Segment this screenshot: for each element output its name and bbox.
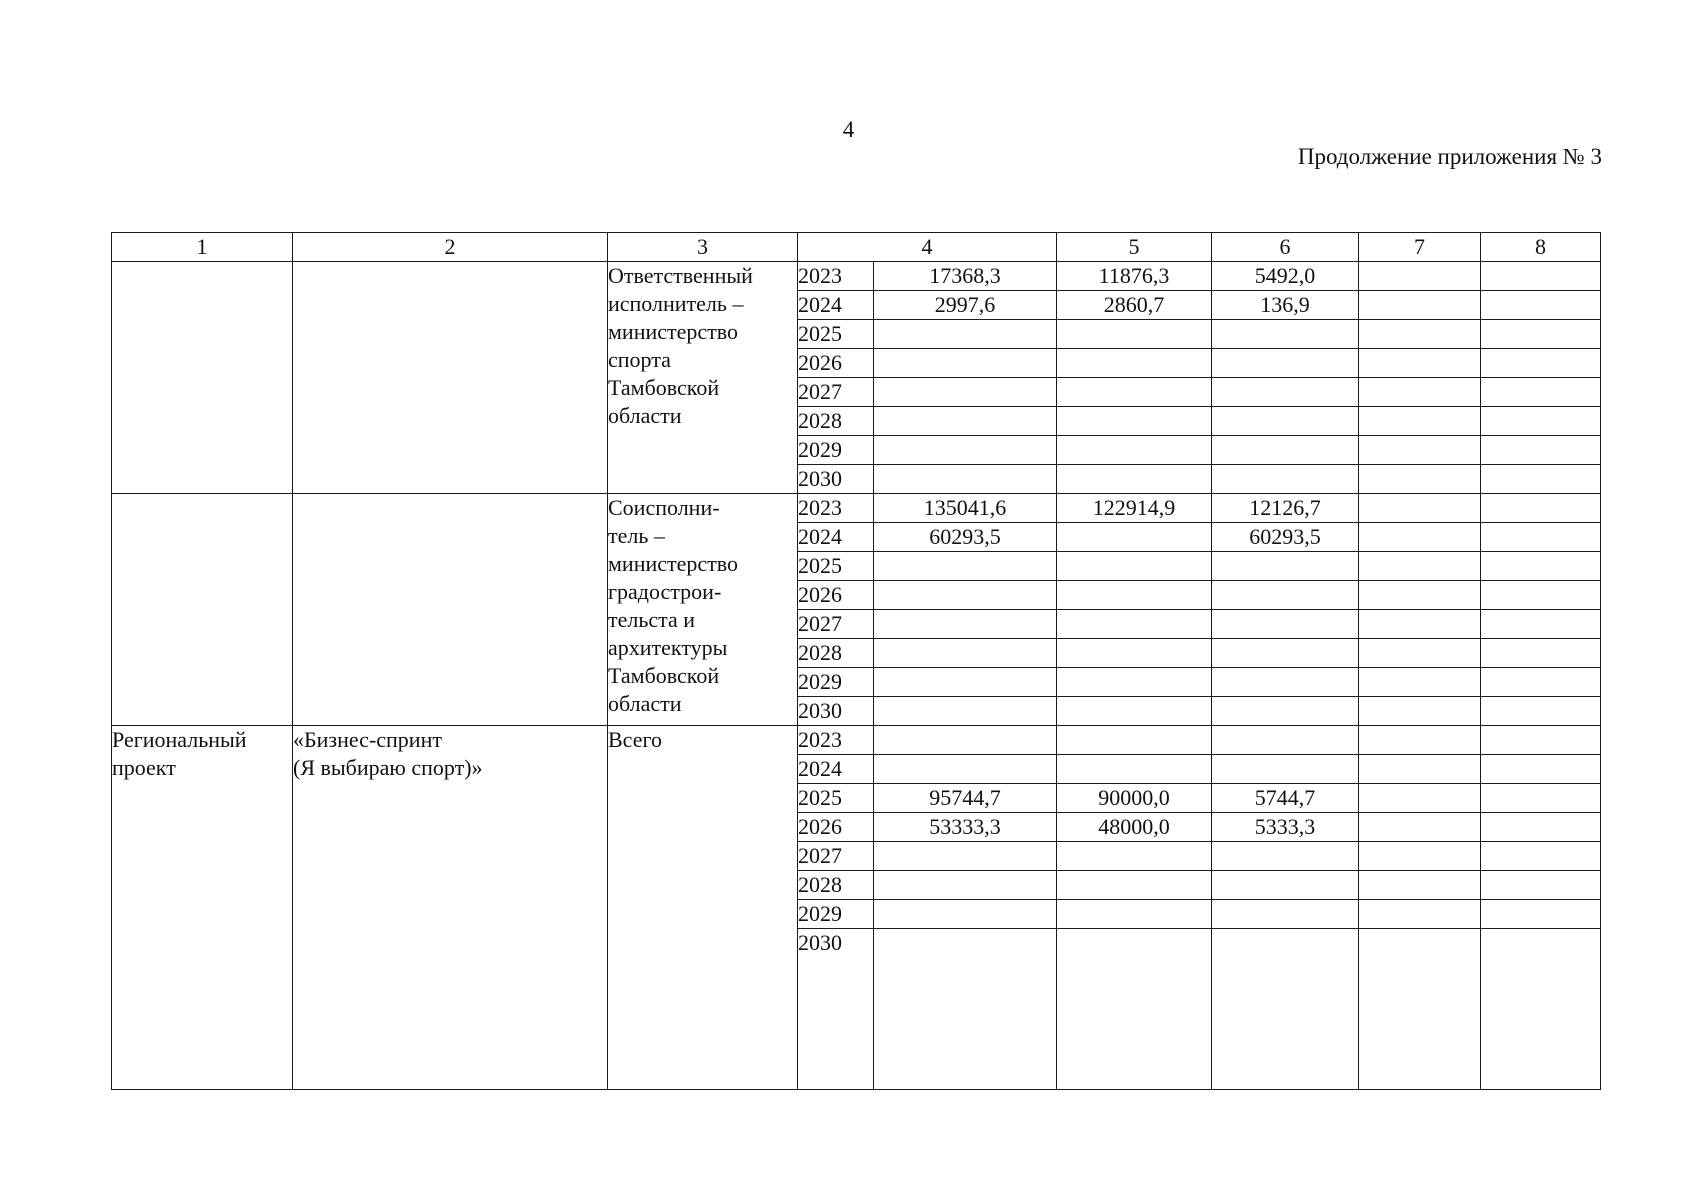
value-cell-c5 [1057, 929, 1212, 1090]
group-3-col2-cell [293, 726, 608, 1090]
value-cell-c7 [1359, 842, 1481, 871]
value-cell-c4 [874, 349, 1057, 378]
value-cell-c8 [1481, 552, 1601, 581]
group-3-col3-cell [608, 726, 798, 1090]
cell-text-line: министерство [608, 551, 739, 576]
value-cell-c7 [1359, 639, 1481, 668]
value-cell-c6 [1212, 900, 1359, 929]
year-cell: 2025 [798, 320, 874, 349]
value-cell-c5 [1057, 755, 1212, 784]
value-cell-c7 [1359, 929, 1481, 1090]
value-cell-c4 [874, 552, 1057, 581]
value-cell-c6 [1212, 581, 1359, 610]
value-cell-c6 [1212, 929, 1359, 1090]
value-cell-c8 [1481, 784, 1601, 813]
value-cell-c8 [1481, 871, 1601, 900]
year-cell: 2026 [798, 581, 874, 610]
value-cell-c8 [1481, 639, 1601, 668]
value-cell-c6: 12126,7 [1212, 494, 1359, 523]
page-number: 4 [842, 117, 855, 142]
value-cell-c6 [1212, 871, 1359, 900]
value-cell-c7 [1359, 407, 1481, 436]
value-cell-c5: 11876,3 [1057, 262, 1212, 291]
year-cell: 2024 [798, 291, 874, 320]
value-cell-c4: 95744,7 [874, 784, 1057, 813]
value-cell-c5 [1057, 842, 1212, 871]
value-cell-c7 [1359, 755, 1481, 784]
budget-table [111, 232, 1601, 1090]
value-cell-c5 [1057, 581, 1212, 610]
value-cell-c7 [1359, 668, 1481, 697]
value-cell-c7 [1359, 436, 1481, 465]
header-cell-6: 6 [1212, 233, 1359, 262]
cell-text-line: тель – [608, 523, 665, 548]
value-cell-c6 [1212, 697, 1359, 726]
value-cell-c5 [1057, 320, 1212, 349]
year-cell: 2028 [798, 871, 874, 900]
value-cell-c5 [1057, 407, 1212, 436]
year-cell: 2025 [798, 552, 874, 581]
cell-text-line: Всего [608, 727, 662, 752]
value-cell-c8 [1481, 929, 1601, 1090]
year-cell: 2027 [798, 842, 874, 871]
value-cell-c8 [1481, 697, 1601, 726]
value-cell-c8 [1481, 813, 1601, 842]
year-cell: 2023 [798, 726, 874, 755]
value-cell-c8 [1481, 900, 1601, 929]
cell-text-line: «Бизнес-спринт [293, 727, 442, 752]
cell-text-line: (Я выбираю спорт)» [293, 755, 483, 780]
value-cell-c5 [1057, 697, 1212, 726]
year-cell: 2030 [798, 465, 874, 494]
value-cell-c4 [874, 320, 1057, 349]
cell-text-line: Ответственный [608, 263, 753, 288]
value-cell-c4 [874, 726, 1057, 755]
value-cell-c8 [1481, 262, 1601, 291]
year-cell: 2029 [798, 900, 874, 929]
header-cell-8: 8 [1481, 233, 1601, 262]
value-cell-c5: 2860,7 [1057, 291, 1212, 320]
value-cell-c5 [1057, 349, 1212, 378]
cell-text-line: градострои- [608, 579, 722, 604]
year-cell: 2024 [798, 755, 874, 784]
value-cell-c8 [1481, 610, 1601, 639]
cell-text-line: исполнитель – [608, 291, 744, 316]
cell-text-line: тельста и [608, 607, 696, 632]
cell-text-line: Тамбовской [608, 375, 720, 400]
value-cell-c7 [1359, 378, 1481, 407]
cell-text-line: Тамбовской [608, 663, 720, 688]
header-cell-1: 1 [112, 233, 293, 262]
header-cell-7: 7 [1359, 233, 1481, 262]
value-cell-c6 [1212, 668, 1359, 697]
value-cell-c4 [874, 436, 1057, 465]
value-cell-c6 [1212, 610, 1359, 639]
value-cell-c8 [1481, 291, 1601, 320]
value-cell-c4: 17368,3 [874, 262, 1057, 291]
year-cell: 2024 [798, 523, 874, 552]
value-cell-c8 [1481, 668, 1601, 697]
year-cell: 2029 [798, 436, 874, 465]
year-cell: 2023 [798, 262, 874, 291]
cell-text-line: спорта [608, 347, 671, 372]
value-cell-c4 [874, 581, 1057, 610]
year-cell: 2030 [798, 929, 874, 1090]
value-cell-c7 [1359, 494, 1481, 523]
value-cell-c4 [874, 407, 1057, 436]
value-cell-c6: 60293,5 [1212, 523, 1359, 552]
year-cell: 2027 [798, 610, 874, 639]
cell-text-line: проект [112, 755, 176, 780]
value-cell-c7 [1359, 697, 1481, 726]
value-cell-c6 [1212, 436, 1359, 465]
value-cell-c8 [1481, 755, 1601, 784]
value-cell-c5 [1057, 378, 1212, 407]
value-cell-c6 [1212, 349, 1359, 378]
group-2-col3-cell [608, 494, 798, 726]
value-cell-c5 [1057, 610, 1212, 639]
value-cell-c6 [1212, 755, 1359, 784]
value-cell-c4 [874, 871, 1057, 900]
value-cell-c4 [874, 900, 1057, 929]
value-cell-c7 [1359, 900, 1481, 929]
value-cell-c8 [1481, 465, 1601, 494]
value-cell-c5 [1057, 465, 1212, 494]
value-cell-c5: 122914,9 [1057, 494, 1212, 523]
value-cell-c6 [1212, 842, 1359, 871]
value-cell-c6 [1212, 378, 1359, 407]
cell-text-line: области [608, 403, 682, 428]
value-cell-c5 [1057, 552, 1212, 581]
group-3-col1-cell [112, 726, 293, 1090]
value-cell-c7 [1359, 291, 1481, 320]
value-cell-c8 [1481, 842, 1601, 871]
cell-text-line: Региональный [112, 727, 247, 752]
value-cell-c7 [1359, 349, 1481, 378]
value-cell-c4 [874, 465, 1057, 494]
cell-text-line: архитектуры [608, 635, 728, 660]
value-cell-c6: 136,9 [1212, 291, 1359, 320]
value-cell-c4 [874, 755, 1057, 784]
value-cell-c7 [1359, 552, 1481, 581]
value-cell-c7 [1359, 320, 1481, 349]
table-body [112, 262, 1601, 1090]
value-cell-c5 [1057, 523, 1212, 552]
value-cell-c5 [1057, 726, 1212, 755]
value-cell-c4: 60293,5 [874, 523, 1057, 552]
value-cell-c7 [1359, 262, 1481, 291]
year-cell: 2030 [798, 697, 874, 726]
year-cell: 2028 [798, 407, 874, 436]
cell-text-line: области [608, 691, 682, 716]
year-cell: 2028 [798, 639, 874, 668]
year-cell: 2027 [798, 378, 874, 407]
value-cell-c6 [1212, 552, 1359, 581]
value-cell-c6: 5744,7 [1212, 784, 1359, 813]
header-cell-4: 4 [798, 233, 1057, 262]
group-1-col2-cell [293, 262, 608, 494]
value-cell-c8 [1481, 494, 1601, 523]
continuation-label: Продолжение приложения № 3 [1297, 144, 1602, 169]
value-cell-c7 [1359, 813, 1481, 842]
value-cell-c8 [1481, 726, 1601, 755]
value-cell-c7 [1359, 581, 1481, 610]
table-row [112, 494, 1601, 523]
value-cell-c8 [1481, 407, 1601, 436]
year-cell: 2026 [798, 813, 874, 842]
group-2-col2-cell [293, 494, 608, 726]
year-cell: 2026 [798, 349, 874, 378]
value-cell-c7 [1359, 523, 1481, 552]
table-row [112, 262, 1601, 291]
value-cell-c6 [1212, 465, 1359, 494]
value-cell-c5 [1057, 900, 1212, 929]
value-cell-c6 [1212, 726, 1359, 755]
value-cell-c4 [874, 378, 1057, 407]
year-cell: 2023 [798, 494, 874, 523]
value-cell-c5: 48000,0 [1057, 813, 1212, 842]
year-cell: 2025 [798, 784, 874, 813]
year-cell: 2029 [798, 668, 874, 697]
cell-text-line: Соисполни- [608, 495, 720, 520]
value-cell-c4: 2997,6 [874, 291, 1057, 320]
value-cell-c6: 5492,0 [1212, 262, 1359, 291]
header-cell-3: 3 [608, 233, 798, 262]
value-cell-c6: 5333,3 [1212, 813, 1359, 842]
table-row [112, 726, 1601, 755]
value-cell-c4: 53333,3 [874, 813, 1057, 842]
value-cell-c5: 90000,0 [1057, 784, 1212, 813]
value-cell-c5 [1057, 668, 1212, 697]
value-cell-c7 [1359, 784, 1481, 813]
value-cell-c7 [1359, 726, 1481, 755]
value-cell-c8 [1481, 581, 1601, 610]
value-cell-c4 [874, 929, 1057, 1090]
header-row [112, 233, 1601, 262]
value-cell-c7 [1359, 871, 1481, 900]
value-cell-c8 [1481, 523, 1601, 552]
value-cell-c8 [1481, 436, 1601, 465]
value-cell-c4 [874, 639, 1057, 668]
header-cell-2: 2 [293, 233, 608, 262]
value-cell-c4 [874, 610, 1057, 639]
group-2-col1-cell [112, 494, 293, 726]
value-cell-c8 [1481, 320, 1601, 349]
value-cell-c4 [874, 842, 1057, 871]
cell-text-line: министерство [608, 319, 739, 344]
group-1-col1-cell [112, 262, 293, 494]
value-cell-c5 [1057, 436, 1212, 465]
value-cell-c7 [1359, 610, 1481, 639]
value-cell-c4 [874, 668, 1057, 697]
value-cell-c4 [874, 697, 1057, 726]
value-cell-c6 [1212, 639, 1359, 668]
value-cell-c5 [1057, 871, 1212, 900]
value-cell-c5 [1057, 639, 1212, 668]
value-cell-c6 [1212, 320, 1359, 349]
value-cell-c8 [1481, 378, 1601, 407]
value-cell-c8 [1481, 349, 1601, 378]
value-cell-c4: 135041,6 [874, 494, 1057, 523]
header-cell-5: 5 [1057, 233, 1212, 262]
value-cell-c6 [1212, 407, 1359, 436]
value-cell-c7 [1359, 465, 1481, 494]
group-1-col3-cell [608, 262, 798, 494]
